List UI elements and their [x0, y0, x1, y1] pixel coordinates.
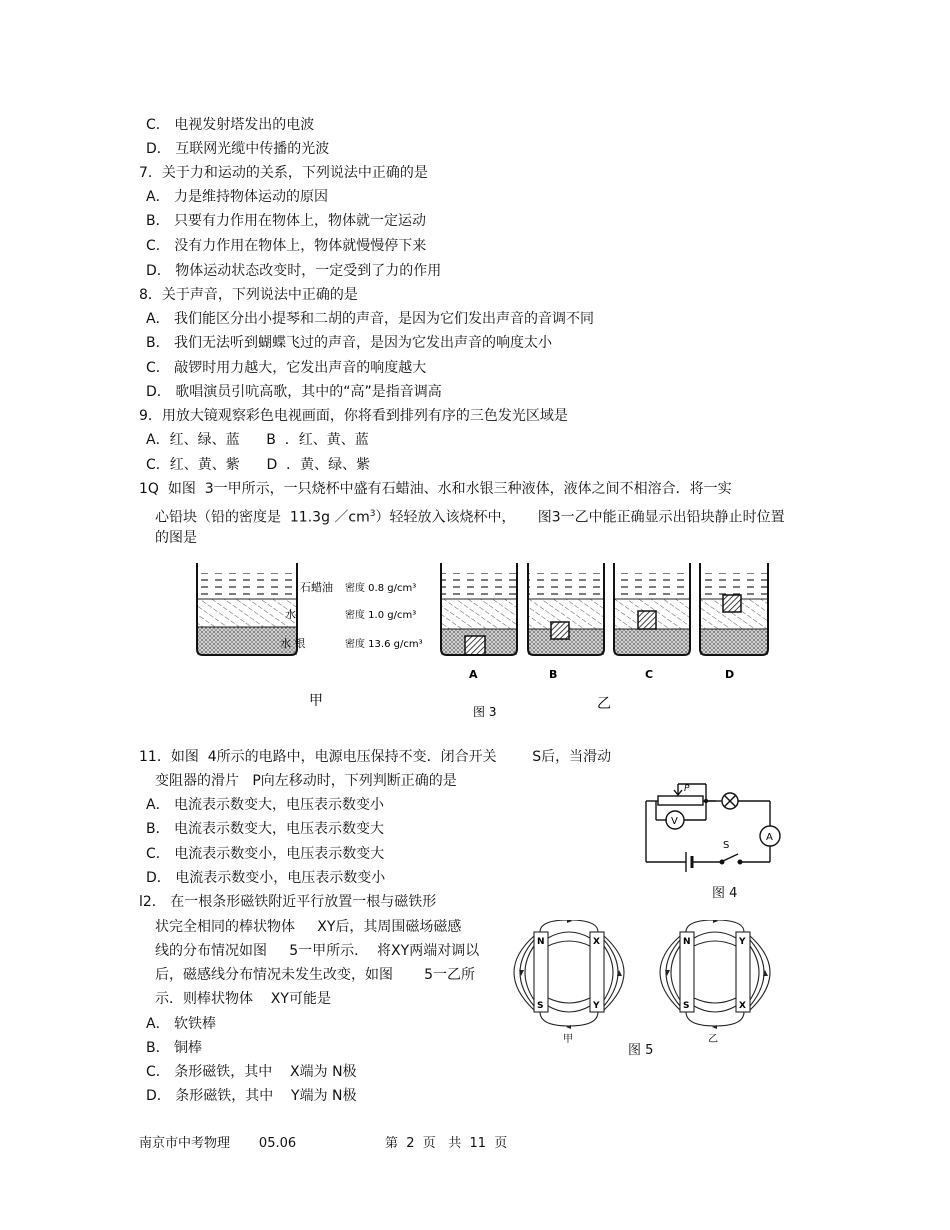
- pole-s-jia: S: [537, 1001, 544, 1011]
- q7-option-b: B． 只要有力作用在物体上，物体就一定运动: [146, 213, 427, 229]
- q6-option-d: D． 互联网光缆中传播的光波: [146, 141, 330, 157]
- q10-line2: 心铅块（铅的密度是 11.3g $/cm^3$）轻轻放入该烧杯中， 图3一乙中能正确显示出铅块静止时位置: [155, 509, 785, 526]
- q12-line3: 线的分布情况如图 5一甲所示． 将XY两端对调以: [155, 943, 480, 959]
- pole-n-jia: N: [537, 937, 545, 947]
- q12-line2: 状完全相同的棒状物体 XY后，其周围磁场磁感: [155, 919, 462, 935]
- option-label-b: B: [549, 668, 558, 681]
- end-x-jia: X: [593, 937, 600, 947]
- beaker-a: [441, 563, 517, 655]
- q8-stem: 8．关于声音，下列说法中正确的是: [139, 287, 358, 303]
- figure-5-yi-label: 乙: [708, 1034, 718, 1045]
- slider-label-p: P: [684, 784, 690, 794]
- figure-4-circuit: [638, 774, 788, 904]
- ammeter-label: A: [766, 832, 773, 843]
- q6-option-c: C． 电视发射塔发出的电波: [146, 117, 315, 133]
- q11-option-a: A． 电流表示数变大，电压表示数变小: [146, 797, 385, 813]
- q11-option-d: D． 电流表示数变小，电压表示数变小: [146, 870, 386, 886]
- end-x-yi: X: [739, 1001, 746, 1011]
- q10-line1: 1Q 如图 3一甲所示，一只烧杯中盛有石蜡油、水和水银三种液体，液体之间不相溶合．将一实: [139, 481, 732, 497]
- label-water: 水: [285, 608, 296, 621]
- q10-line3: 的图是: [155, 530, 197, 546]
- option-label-a: A: [469, 668, 478, 681]
- q12-option-a: A． 软铁棒: [146, 1016, 217, 1032]
- lead-block-a: [465, 636, 485, 655]
- end-y-yi: Y: [739, 937, 746, 947]
- density-mercury: 密度 13.6 g/cm³: [345, 639, 423, 650]
- q11-line1: 11．如图 4所示的电路中，电源电压保持不变．闭合开关 S后，当滑动: [139, 749, 612, 765]
- q8-option-b: B． 我们无法听到蝴蝶飞过的声音，是因为它发出声音的响度太小: [146, 335, 553, 351]
- q9-stem: 9．用放大镜观察彩色电视画面，你将看到排列有序的三色发光区域是: [139, 408, 568, 424]
- q7-option-d: D． 物体运动状态改变时，一定受到了力的作用: [146, 263, 442, 279]
- density-paraffin-oil: 密度 0.8 g/cm³: [345, 583, 417, 594]
- footer-left: 南京市中考物理 05.06: [139, 1136, 297, 1151]
- q12-line5: 示．则棒状物体 XY可能是: [155, 991, 331, 1007]
- q12-option-b: B． 铜棒: [146, 1040, 203, 1056]
- q9-options-ab: A．红、绿、蓝 B ．红、黄、蓝: [146, 432, 369, 448]
- footer-page-number: 第 2 页 共 11 页: [385, 1136, 508, 1151]
- figure-3-jia-label: 甲: [309, 693, 323, 709]
- beaker-b: [528, 563, 604, 655]
- label-paraffin-oil: 石蜡油: [300, 581, 333, 594]
- q7-option-c: C． 没有力作用在物体上，物体就慢慢停下来: [146, 238, 427, 254]
- figure-5-jia-label: 甲: [563, 1034, 573, 1045]
- end-y-jia: Y: [593, 1001, 600, 1011]
- figure-4-caption: 图 4: [712, 886, 738, 901]
- field-diagram-yi: [660, 920, 770, 1026]
- switch-label: S: [723, 840, 730, 851]
- q11-line2: 变阻器的滑片 P向左移动时，下列判断正确的是: [155, 773, 457, 789]
- figure-5-magnetic-field: [500, 920, 790, 1045]
- lead-block-b: [551, 622, 569, 639]
- pole-n-yi: N: [683, 937, 691, 947]
- figure-3: [185, 555, 785, 725]
- field-diagram-jia: [514, 920, 624, 1026]
- pole-s-yi: S: [683, 1001, 690, 1011]
- q7-stem: 7．关于力和运动的关系，下列说法中正确的是: [139, 165, 428, 181]
- q12-option-c: C． 条形磁铁，其中 X端为 N极: [146, 1064, 357, 1080]
- q12-line1: l2． 在一根条形磁铁附近平行放置一根与磁铁形: [139, 894, 437, 910]
- q7-option-a: A． 力是维持物体运动的原因: [146, 189, 329, 205]
- lead-block-c: [638, 611, 656, 629]
- q8-option-c: C． 敲锣时用力越大，它发出声音的响度越大: [146, 360, 427, 376]
- lead-block-d: [723, 595, 741, 612]
- voltmeter-label: V: [671, 816, 678, 827]
- q11-option-b: B． 电流表示数变大，电压表示数变大: [146, 821, 385, 837]
- q8-option-a: A． 我们能区分出小提琴和二胡的声音，是因为它们发出声音的音调不同: [146, 311, 595, 327]
- figure-5-caption: 图 5: [628, 1043, 654, 1058]
- figure-3-caption: 图 3: [473, 705, 497, 719]
- q11-option-c: C． 电流表示数变小，电压表示数变大: [146, 846, 385, 862]
- option-label-c: C: [645, 668, 654, 681]
- density-water: 密度 1.0 g/cm³: [345, 610, 417, 621]
- figure-3-yi-label: 乙: [597, 696, 611, 712]
- beaker-c: [614, 563, 690, 655]
- beaker-d: [700, 563, 768, 655]
- label-mercury: 水 银: [280, 637, 306, 650]
- q8-option-d: D． 歌唱演员引吭高歌，其中的“高”是指音调高: [146, 384, 442, 400]
- option-label-d: D: [725, 668, 735, 681]
- q12-option-d: D． 条形磁铁，其中 Y端为 N极: [146, 1088, 357, 1104]
- q12-line4: 后，磁感线分布情况未发生改变，如图 5一乙所: [155, 967, 476, 983]
- q9-options-cd: C．红、黄、紫 D ．黄、绿、紫: [146, 457, 371, 473]
